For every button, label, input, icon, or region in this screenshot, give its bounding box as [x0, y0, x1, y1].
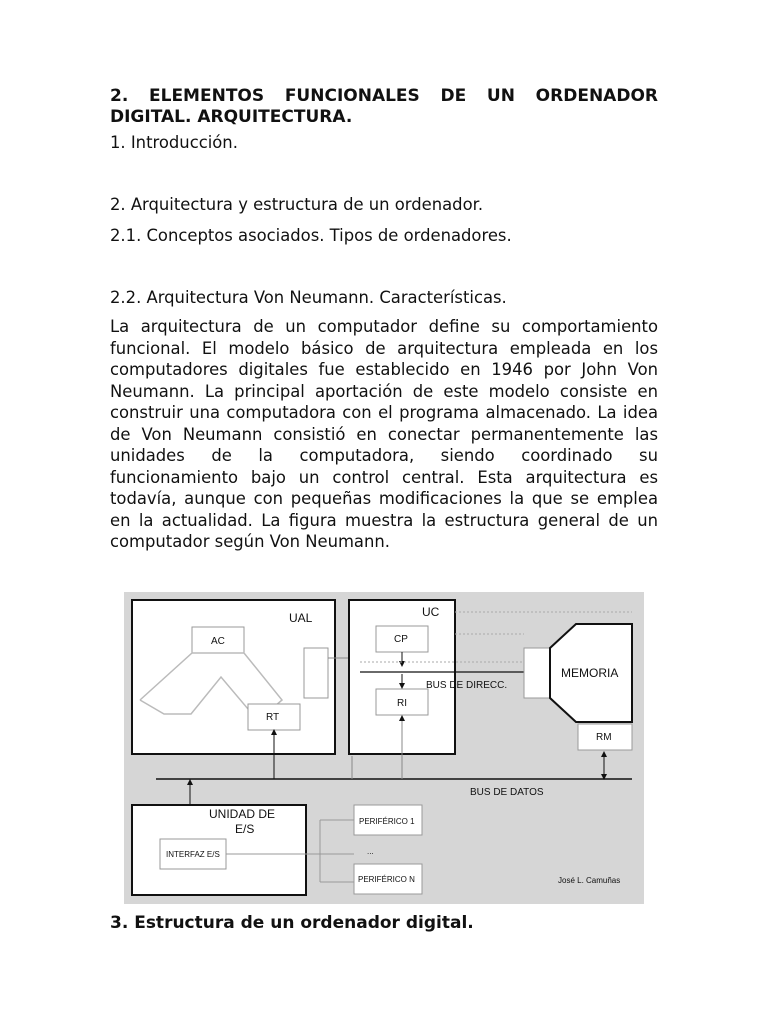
section-3-heading: 3. Estructura de un ordenador digital.: [110, 913, 474, 933]
author-credit: José L. Camuñas: [558, 876, 621, 885]
diagram-svg: [124, 592, 644, 904]
unidad-es-line2: E/S: [235, 822, 255, 836]
bus-datos-label: BUS DE DATOS: [470, 787, 544, 798]
item-arquitectura: 2. Arquitectura y estructura de un ordenador.: [110, 194, 484, 214]
cp-label: CP: [394, 634, 408, 645]
ual-buffer: [304, 648, 328, 698]
body-paragraph: La arquitectura de un computador define su comportamiento funcional. El modelo básico de arquitectura empleada en los computadores digitales fue establecido en 1946 por John Von Neumann. La principal aportación de este modelo consiste en construir una computadora con el programa almacenado. La idea de Von Neumann consistió en conectar permanentemente las unidades de la computadora, siendo coordinado su funcionamiento bajo un control central. Esta arquitectura es todavía, aunque con pequeñas modificaciones la que se emplea en la actualidad. La figura muestra la estructura general de un computador según Von Neumann.: [110, 317, 658, 551]
uc-label: UC: [422, 605, 440, 619]
unidad-es-line1: UNIDAD DE: [209, 807, 276, 821]
periferico-1-label: PERIFÉRICO 1: [359, 817, 415, 826]
chapter-heading: 2. ELEMENTOS FUNCIONALES DE UN ORDENADOR DIGITAL. ARQUITECTURA.: [110, 86, 658, 127]
von-neumann-diagram: [124, 592, 644, 904]
ri-label: RI: [397, 698, 407, 709]
memory-buffer: [524, 648, 550, 698]
ac-label: AC: [211, 636, 225, 647]
item-conceptos: 2.1. Conceptos asociados. Tipos de ordenadores.: [110, 226, 512, 245]
bus-direcc-label: BUS DE DIRECC.: [426, 680, 508, 691]
rt-label: RT: [266, 712, 280, 723]
memoria-label: MEMORIA: [561, 666, 619, 680]
item-von-neumann: 2.2. Arquitectura Von Neumann. Características.: [110, 287, 507, 307]
document-page: [110, 86, 658, 553]
periferico-n-label: PERIFÉRICO N: [358, 875, 415, 884]
interfaz-label: INTERFAZ E/S: [166, 850, 220, 859]
periferico-ellipsis: ...: [367, 847, 374, 856]
item-introduccion: 1. Introducción.: [110, 133, 238, 152]
ual-label: UAL: [289, 611, 313, 625]
rm-label: RM: [596, 732, 612, 743]
